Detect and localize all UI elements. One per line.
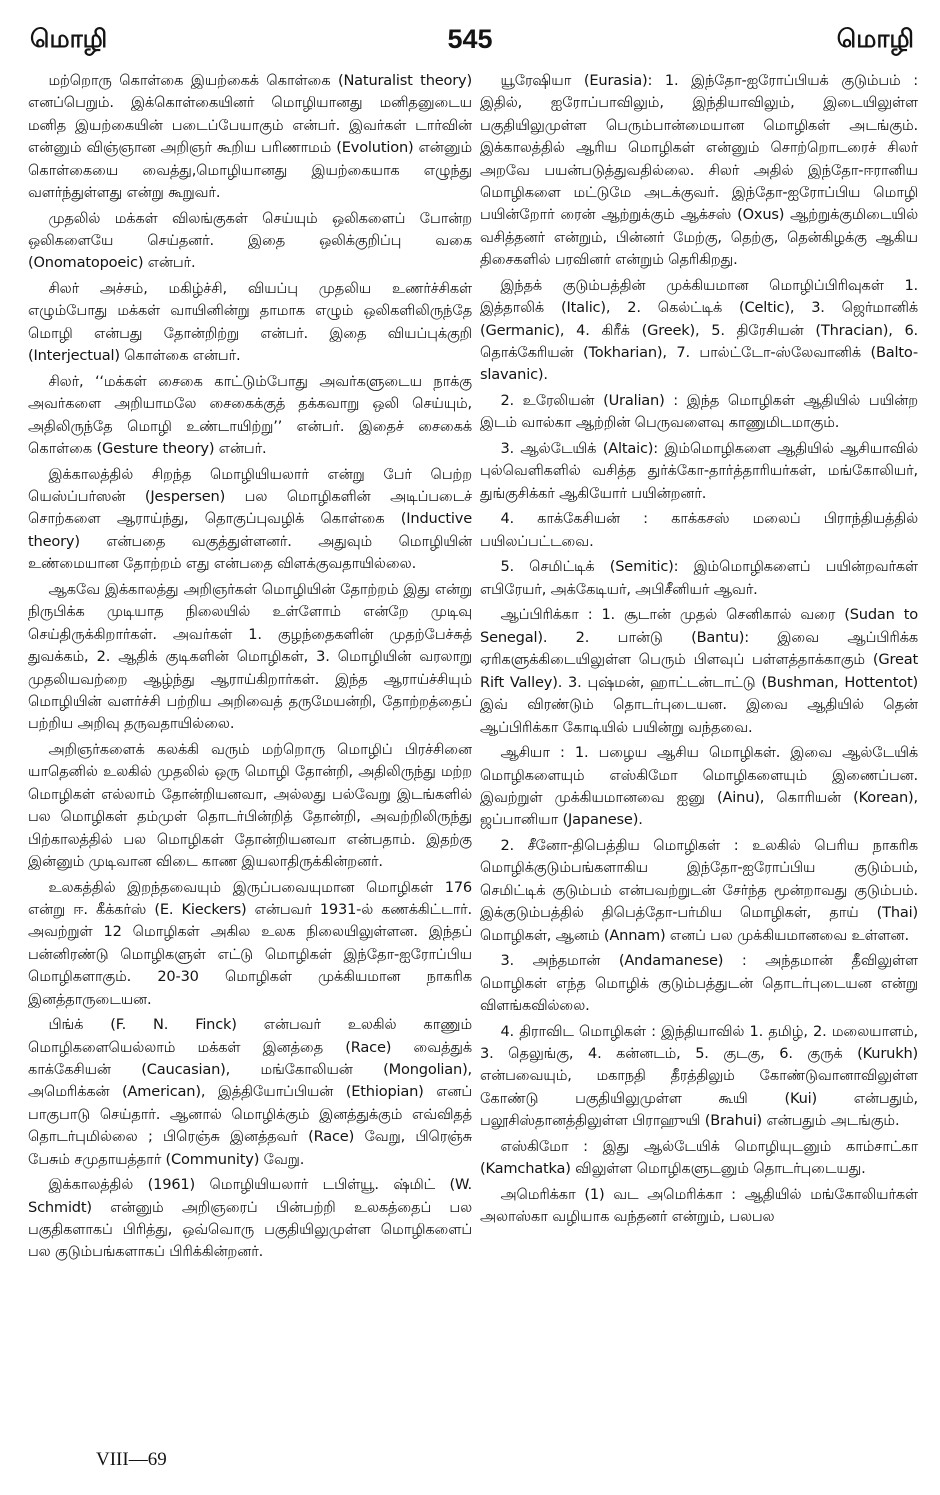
paragraph-semitic: 5. செமிட்டிக் (Semitic): இம்மொழிகளைப் பயின்றவர்கள் எபிரேயர், அக்கேடியர், அபிசீனியர் ஆவர்.: [480, 558, 918, 598]
paragraph-monogenesis-question: அறிஞர்களைக் கலக்கி வரும் மற்றொரு மொழிப் பிரச்சினை யாதெனில் உலகில் முதலில் ஒரு மொழி தோன்றி, அதிலிருந்து மற்ற மொழிகள் எல்லாம் தோன்றியனவா, அல்லது பல்வேறு இடங்களில் பல மொழிகள் தம்முள் தொடர்பின்றித் தோன்றி, அவற்றிலிருந்து பிற்காலத்தில் பல மொழிகள் தோன்றியனவா என்பதாம். இதற்கு இன்னும் முடிவான விடை காண இயலாதிருக்கின்றனர்.: [28, 740, 472, 870]
paragraph-eskimo: எஸ்கிமோ : இது ஆல்டேயிக் மொழியுடனும் காம்சாட்கா (Kamchatka) விலுள்ள மொழிகளுடனும் தொடர்புடையது.: [480, 1137, 918, 1178]
page-number: 545: [447, 24, 493, 54]
paragraph-gesture-theory: சிலர், ‘‘மக்கள் சைகை காட்டும்போது அவர்களுடைய நாக்கு அவர்களை அறியாமலே சைகைக்குத் தக்கவாறு ஒலி செய்யும், அதிலிருந்தே மொழி உண்டாயிற்று’’ என்பர். இதைச் சைகைக் கொள்கை (Gesture theory) என்பர்.: [28, 372, 472, 458]
paragraph-interjectual: சிலர் அச்சம், மகிழ்ச்சி, வியப்பு முதலிய உணர்ச்சிகள் எழும்போது மக்கள் வாயினின்று தாமாக எழும் ஒலிகளிலிருந்தே மொழி என்பது தோன்றிற்று என்பர். இதை வியப்புக்குறி (Interjectual) கொள்கை என்பர்.: [28, 280, 472, 365]
paragraph-eurasia: யூரேஷியா (Eurasia): 1. இந்தோ-ஐரோப்பியக் குடும்பம் : இதில், ஐரோப்பாவிலும், இந்தியாவிலும், இடையிலுள்ள பகுதியிலுமுள்ள பெரும்பான்மையான மொழிகள் அடங்கும். இக்காலத்தில் ஆரிய மொழிகள் என்னும் சொற்றொடரைச் சிலர் அறவே பயன்படுத்துவதில்லை. சிலர் அதில் இந்தோ-ஈரானிய மொழிகளை மட்டுமே அடக்குவர். இந்தோ-ஐரோப்பிய மொழி பயின்றோர் ரைன் ஆற்றுக்கும் ஆக்சஸ் (Oxus) ஆற்றுக்குமிடையில் வசித்தனர் என்றும், பின்னர் மேற்கு, தெற்கு, தென்கிழக்கு ஆகிய திசைகளில் பரவினர் என்றும் தெரிகிறது.: [480, 72, 918, 269]
paragraph-schmidt-families: இக்காலத்தில் (1961) மொழியியலார் டபிள்யூ. ஷ்மிட் (W. Schmidt) என்னும் அறிஞரைப் பின்பற்றி உலகத்தைப் பல பகுதிகளாகப் பிரித்து, ஒவ்வொரு பகுதியிலுமுள்ள மொழிகளைப் பல குடும்பங்களாகப் பிரிக்கின்றனர்.: [28, 1176, 472, 1261]
paragraph-inductive-theory: இக்காலத்தில் சிறந்த மொழியியலார் என்று பேர் பெற்ற யெஸ்ப்பர்ஸன் (Jespersen) பல மொழிகளின் அடிப்படைச் சொற்களை ஆராய்ந்து, தொகுப்புவழிக் கொள்கை (Inductive theory) என்பதை வகுத்துள்ளனர். அதுவும் மொழியின் உண்மையான தோற்றம் எது என்பதை விளக்குவதாயில்லை.: [28, 465, 472, 573]
running-head-right: மொழி: [836, 24, 914, 53]
running-head-left: மொழி: [30, 24, 108, 53]
paragraph-indo-european-branches: இந்தக் குடும்பத்தின் முக்கியமான மொழிப்பிரிவுகள் 1. இத்தாலிக் (Italic), 2. கெல்ட்டிக் (Celtic), 3. ஜெர்மானிக் (Germanic), 4. கிரீக் (Greek), 5. திரேசியன் (Thracian), 6. தொக்கேரியன் (Tokharian), 7. பால்ட்டோ-ஸ்லேவானிக் (Balto-slavanic).: [480, 276, 918, 384]
printer-signature-mark: VIII—69: [96, 1449, 167, 1470]
paragraph-kieckers-count: உலகத்தில் இறந்தவையும் இருப்பவையுமான மொழிகள் 176 என்று ஈ. கீக்கர்ஸ் (E. Kieckers) என்பவர் 1931-ல் கணக்கிட்டார். அவற்றுள் 12 மொழிகள் அகில உலக நிலையிலுள்ளன. இந்தப் பன்னிரண்டு மொழிகளுள் எட்டு மொழிகள் இந்தோ-ஐரோப்பிய மொழிகளாகும். 20-30 மொழிகள் முக்கியமான நாகரிக இனத்தாருடையன.: [28, 878, 472, 1008]
paragraph-finck-races: பிங்க் (F. N. Finck) என்பவர் உலகில் காணும் மொழிகளையெல்லாம் மக்கள் இனத்தை (Race) வைத்துக் காக்கேசியன் (Caucasian), மங்கோலியன் (Mongolian), அமெரிக்கன் (American), இத்தியோப்பியன் (Ethiopian) எனப் பாகுபாடு செய்தார். ஆனால் மொழிக்கும் இனத்துக்கும் எவ்விதத் தொடர்புமில்லை ; பிரெஞ்சு இனத்தவர் (Race) வேறு, பிரெஞ்சு பேசும் சமுதாயத்தார் (Community) வேறு.: [28, 1016, 472, 1168]
paragraph-caucasian: 4. காக்கேசியன் : காக்கசஸ் மலைப் பிராந்தியத்தில் பயிலப்பட்டவை.: [480, 510, 918, 550]
paragraph-america: அமெரிக்கா (1) வட அமெரிக்கா : ஆதியில் மங்கோலியர்கள் அலாஸ்கா வழியாக வந்தனர் என்றும், பலபல: [480, 1185, 918, 1226]
paragraph-andamanese: 3. அந்தமான் (Andamanese) : அந்தமான் தீவிலுள்ள மொழிகள் எந்த மொழிக் குடும்பத்துடன் தொடர்புடையன என்று விளங்கவில்லை.: [480, 952, 918, 1014]
paragraph-onomatopoeic: முதலில் மக்கள் விலங்குகள் செய்யும் ஒலிகளைப் போன்ற ஒலிகளையே செய்தனர். இதை ஒலிக்குறிப்பு வகை (Onomatopoeic) என்பர்.: [28, 209, 472, 272]
paragraph-dravidian: 4. திராவிட மொழிகள் : இந்தியாவில் 1. தமிழ், 2. மலையாளம், 3. தெலுங்கு, 4. கன்னடம், 5. குடகு, 6. குருக் (Kurukh) என்பவையும், மகாநதி தீரத்திலும் கோண்டுவானாவிலுள்ள கோண்டு பகுதியிலுமுள்ள கூயி (Kui) என்பதும், பலூசிஸ்தானத்திலுள்ள பிராஹுயி (Brahui) என்பதும் அடங்கும்.: [480, 1022, 918, 1130]
paragraph-origin-unproven: ஆகவே இக்காலத்து அறிஞர்கள் மொழியின் தோற்றம் இது என்று நிருபிக்க முடியாத நிலையில் உள்ளோம் என்றே முடிவு செய்திருக்கிறார்கள். அவர்கள் 1. குழந்தைகளின் முதற்பேச்சுத் துவக்கம், 2. ஆதிக் குடிகளின் மொழிகள், 3. மொழியின் வரலாறு முதலியவற்றை ஆழ்ந்து ஆராய்கிறார்கள். இந்த ஆராய்ச்சியும் மொழியின் வளர்ச்சி பற்றிய அறிவைத் தருமேயன்றி, தோற்றத்தைப் பற்றிய அறிவு தருவதாயில்லை.: [28, 580, 472, 733]
right-column: [480, 70, 918, 1232]
paragraph-uralian: 2. உரேலியன் (Uralian) : இந்த மொழிகள் ஆதியில் பயின்ற இடம் வால்கா ஆற்றின் பெருவளைவு காணுமிடமாகும்.: [480, 392, 918, 432]
paragraph-altaic: 3. ஆல்டேயிக் (Altaic): இம்மொழிகளை ஆதியில் ஆசியாவில் புல்வெளிகளில் வசித்த துர்க்கோ-தார்த்தாரியர்கள், மங்கோலியர், துங்குசிக்கர் ஆகியோர் பயின்றனர்.: [480, 440, 918, 502]
paragraph-naturalist-theory: மற்றொரு கொள்கை இயற்கைக் கொள்கை (Naturalist theory) எனப்பெறும். இக்கொள்கையினர் மொழியானது மனிதனுடைய மனித இயற்கையின் படைப்பேயாகும் என்பர். இவர்கள் டார்வின் என்னும் விஞ்ஞான அறிஞர் கூறிய பரிணாமம் (Evolution) என்னும் கொள்கையை வைத்து,மொழியானது இயற்கையாக எழுந்து வளர்ந்துள்ளது என்று கூறுவர்.: [28, 72, 472, 202]
paragraph-africa: ஆப்பிரிக்கா : 1. சூடான் முதல் செனிகால் வரை (Sudan to Senegal). 2. பான்டு (Bantu): இவை ஆப்பிரிக்க ஏரிகளுக்கிடையிலுள்ள பெரும் பிளவுப் பள்ளத்தாக்காகும் (Great Rift Valley). 3. புஷ்மன், ஹாட்டன்டாட்டு (Bushman, Hottentot) இவ் விரண்டும் தொடர்புடையன. இவை ஆதியில் தென் ஆப்பிரிக்கா கோடியில் பயின்று வந்தவை.: [480, 606, 918, 736]
left-column: [28, 70, 472, 1267]
paragraph-sino-tibetan: 2. சீனோ-திபெத்திய மொழிகள் : உலகில் பெரிய நாகரிக மொழிக்குடும்பங்களாகிய இந்தோ-ஐரோப்பிய குடும்பம், செமிட்டிக் குடும்பம் என்பவற்றுடன் சேர்ந்த மூன்றாவது குடும்பம். இக்குடும்பத்தில் திபெத்தோ-பர்மிய மொழிகள், தாய் (Thai) மொழிகள், ஆனம் (Annam) எனப் பல முக்கியமானவை உள்ளன.: [480, 836, 918, 944]
paragraph-asia: ஆசியா : 1. பழைய ஆசிய மொழிகள். இவை ஆல்டேயிக் மொழிகளையும் எஸ்கிமோ மொழிகளையும் இணைப்பன. இவற்றுள் முக்கியமானவை ஐனு (Ainu), கொரியன் (Korean), ஜப்பானியா (Japanese).: [480, 744, 918, 829]
